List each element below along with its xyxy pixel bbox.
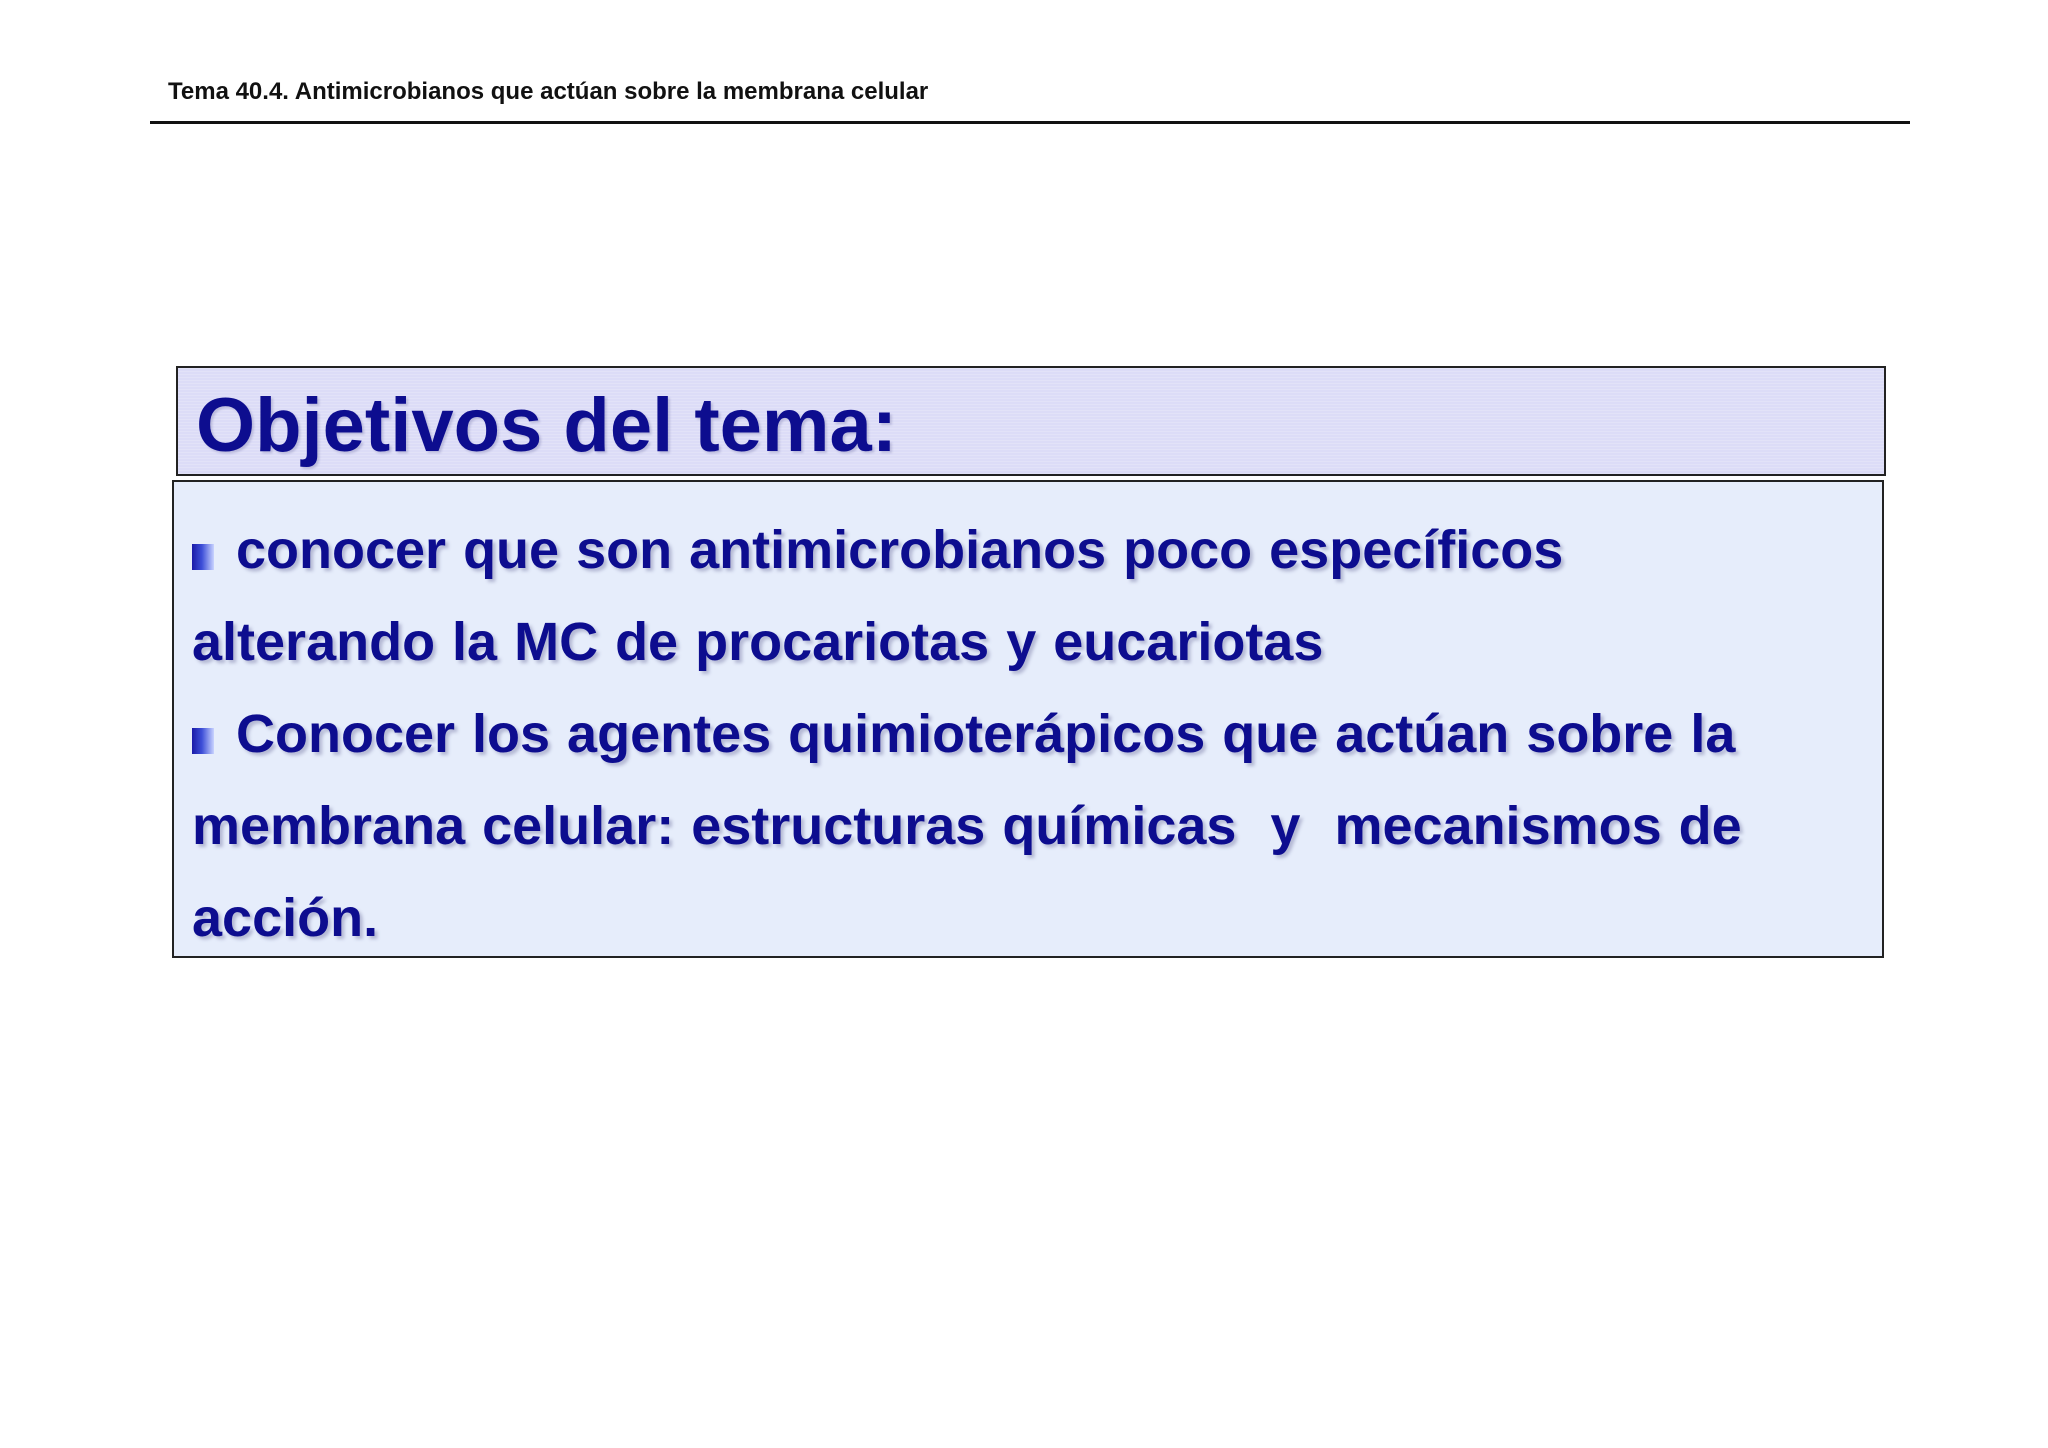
- square-bullet-icon: [192, 544, 214, 570]
- header-divider: [150, 121, 1910, 124]
- objectives-body-box: [172, 480, 1884, 958]
- objective-line-1-text: conocer que son antimicrobianos poco específicos: [236, 520, 1564, 580]
- objective-line-4: membrana celular: estructuras químicas y mecanismos de: [192, 796, 1742, 856]
- objective-line-5: acción.: [192, 888, 379, 948]
- objectives-text: [192, 504, 1872, 964]
- objective-line-3: [192, 688, 1872, 780]
- square-bullet-icon: [192, 728, 214, 754]
- header-title: Tema 40.4. Antimicrobianos que actúan sobre la membrana celular: [168, 78, 929, 105]
- objective-line-3-text: Conocer los agentes quimioterápicos que actúan sobre la: [236, 704, 1736, 764]
- objectives-title-box: [176, 366, 1886, 476]
- objectives-title: Objetivos del tema:: [196, 383, 898, 468]
- objective-line-1: [192, 504, 1872, 596]
- objective-line-2: alterando la MC de procariotas y eucariotas: [192, 612, 1324, 672]
